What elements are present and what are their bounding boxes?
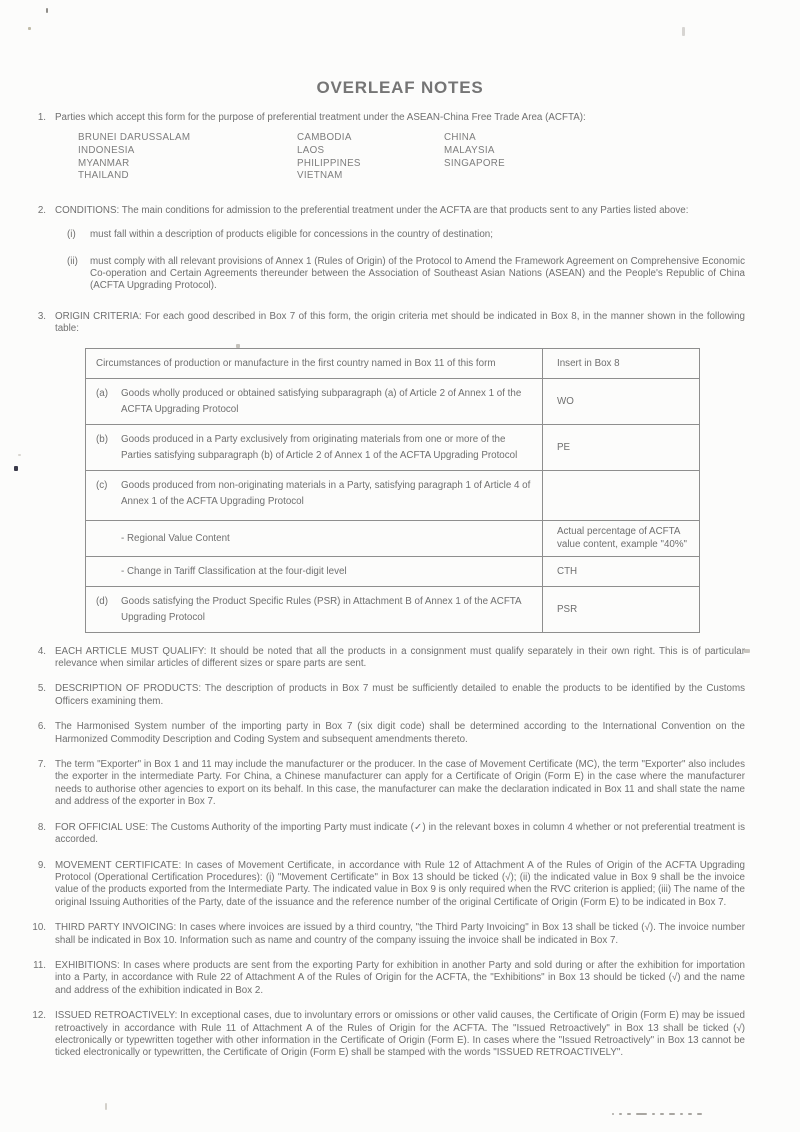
table-row-b [86,424,700,470]
country-name: INDONESIA [78,145,135,156]
scan-artifact [28,27,31,30]
country-name: MYANMAR [78,157,130,169]
note-item-9 [0,860,745,910]
note-item-8 [0,822,745,847]
note-number: 9. [37,859,46,871]
insert-cell: WO [543,378,700,424]
note-number: 3. [37,310,46,322]
note-number: 5. [37,683,46,695]
scan-artifact [682,27,685,36]
scan-artifact [46,8,48,13]
table-header-row [86,348,700,378]
note-body [55,311,745,633]
table-row-d [86,586,700,632]
country-name: BRUNEI DARUSSALAM [78,132,191,144]
note-item-2 [0,205,745,293]
circumstance-cell [86,520,543,556]
circumstance-cell [86,586,543,632]
row-text: - Regional Value Content [121,532,230,544]
note-number: 2. [37,204,46,216]
country-name: LAOS [297,145,325,156]
row-label [96,564,121,580]
scan-artifact-dashes [612,1112,732,1116]
table-row-c [86,470,700,520]
table-row-a [86,378,700,424]
note-text: ORIGIN CRITERIA: For each good described in Box 7 of this form, the origin criteria met should be indicated in Box 8, in the manner shown in the following table: [55,310,745,335]
note-item-5 [0,683,745,708]
country-name: MALAYSIA [444,145,495,156]
country-name: PHILIPPINES [297,157,361,169]
insert-cell: PE [543,424,700,470]
note-text: EACH ARTICLE MUST QUALIFY: It should be noted that all the products in a consignment must qualify separately in their own right. This is of particular relevance when similar articles of different sizes or spare parts are sent. [55,645,745,670]
circumstance-cell [86,470,543,520]
row-label: (b) [96,433,108,445]
condition-item-ii [55,256,745,293]
note-number: 12. [32,1010,46,1022]
country-name: CHINA [444,132,476,144]
note-text: The term "Exporter" in Box 1 and 11 may include the manufacturer or the producer. In the case of Movement Certificate (MC), the term "Exporter" also includes the exporter in the intermediate Party. For China, a Chinese manufacturer can apply for a Certificate of Origin (Form E) in the case where the manufacturer needs to authorise other agencies to export on its behalf. In this case, the manufacturer can make the declaration indicated in Box 11 and shall state the name and address of the exporter in Box 7. [55,759,745,808]
note-item-6 [0,721,745,746]
table-row-rvc [86,520,700,556]
insert-cell: PSR [543,586,700,632]
condition-text: must fall within a description of products eligible for concessions in the country of destination; [90,229,493,241]
note-text: MOVEMENT CERTIFICATE: In cases of Movement Certificate, in accordance with Rule 12 of Attachment A of the Rules of Origin of the ACFTA Upgrading Protocol (Operational Certification Procedures): (i) "Movement Certificate" in Box 13 should be ticked (√); (ii) the indicated value in Box 9 shall be the invoice value of the products exported from the Intermediate Party. The indicated value in Box 9 is only required when the RVC criterion is applied; (iii) The name of the original Issuing Authorities of the Party, date of the issuance and the reference number of the original Certificate of Origin (Form E) to be indicated in Box 7. [55,859,745,908]
country-name: CAMBODIA [297,132,352,144]
row-text: - Change in Tariff Classification at the four-digit level [121,565,347,577]
note-item-12 [0,1010,745,1060]
circumstance-cell [86,556,543,586]
note-text: The Harmonised System number of the importing party in Box 7 (six digit code) shall be determined according to the International Convention on the Harmonized Commodity Description and Coding System and subsequent amendments thereto. [55,721,745,745]
circumstance-cell [86,378,543,424]
circumstance-cell [86,424,543,470]
note-number: 6. [37,721,46,733]
note-text: EXHIBITIONS: In cases where products are sent from the exporting Party for exhibition in another Party and sold during or after the exhibition for importation into a Party, in accordance with Rule 22 of Attachment A of the Rules of Origin for the ACFTA, the "Exhibitions" in Box 13 should be ticked (√) and the name and address of the exhibition indicated in Box 2. [55,959,745,996]
condition-text: must comply with all relevant provisions of Annex 1 (Rules of Origin) of the Protocol to Amend the Framework Agreement on Comprehensive Economic Co-operation and Certain Agreements thereunder between the Association of Southeast Asian Nations (ASEAN) and the People's Republic of China (ACFTA Upgrading Protocol). [90,255,745,292]
header-insert-cell: Insert in Box 8 [543,348,700,378]
countries-column-2 [297,132,444,182]
row-text: Goods satisfying the Product Specific Rules (PSR) in Attachment B of Annex 1 of the ACFTA Upgrading Protocol [121,595,522,623]
insert-cell: CTH [543,556,700,586]
note-number: 7. [37,759,46,771]
row-label [96,531,121,547]
header-circumstances-cell: Circumstances of production or manufacture in the first country named in Box 11 of this form [86,348,543,378]
condition-item-i [55,229,745,241]
country-name: SINGAPORE [444,157,505,169]
row-text: Goods produced in a Party exclusively from originating materials from one or more of the Parties satisfying subparagraph (b) of Article 2 of Annex 1 of the ACFTA Upgrading Protocol [121,433,518,461]
note-number: 10. [32,922,46,934]
page-title: OVERLEAF NOTES [316,78,484,97]
note-item-11 [0,960,745,997]
condition-marker: (i) [67,229,76,241]
row-label: (d) [96,595,108,607]
origin-criteria-table [85,348,700,633]
countries-grid [55,132,745,182]
note-text: DESCRIPTION OF PRODUCTS: The description of products in Box 7 must be sufficiently detailed to enable the products to be identified by the Customs Officers examining them. [55,683,745,707]
row-label: (a) [96,387,108,399]
overleaf-notes-list [0,98,800,1060]
row-label: (c) [96,479,108,491]
countries-column-3 [444,132,505,182]
country-name: VIETNAM [297,170,343,182]
note-body [55,112,745,183]
note-text: CONDITIONS: The main conditions for admission to the preferential treatment under the ACFTA are that products sent to any Parties listed above: [55,204,689,216]
note-item-10 [0,922,745,947]
countries-column-1 [78,132,297,182]
row-text: Goods produced from non-originating materials in a Party, satisfying paragraph 1 of Article 4 of Annex 1 of the ACFTA Upgrading Protocol [121,479,531,507]
note-number: 11. [33,959,46,971]
note-text: THIRD PARTY INVOICING: In cases where invoices are issued by a third country, "the Third Party Invoicing" in Box 13 shall be ticked (√). The invoice number shall be indicated in Box 10. Information such as name and country of the company issuing the invoice shall be indicated in Box 7. [55,922,745,946]
note-item-3 [0,311,745,633]
insert-cell [543,470,700,520]
note-number: 8. [37,821,46,833]
row-text: Goods wholly produced or obtained satisfying subparagraph (a) of Article 2 of Annex 1 of the ACFTA Upgrading Protocol [121,387,522,415]
note-text: ISSUED RETROACTIVELY: In exceptional cases, due to involuntary errors or omissions or other valid causes, the Certificate of Origin (Form E) may be issued retroactively in accordance with Rule 11 of Attachment A of the Rules of Origin for the ACFTA. The "Issued Retroactively" in Box 13 shall be ticked (√) electronically or typewritten together with other information in the Certificate of Origin (Form E). In cases where the "Issued Retroactively" in Box 13 cannot be ticked electronically or typewritten, the Certificate of Origin (Form E) shall be stamped with the words "ISSUED RETROACTIVELY". [55,1010,745,1059]
note-body [55,205,745,293]
insert-cell: Actual percentage of ACFTA value content, example "40%" [543,520,700,556]
note-item-7 [0,759,745,809]
condition-marker: (ii) [67,255,78,267]
table-row-ctc [86,556,700,586]
note-item-4 [0,646,745,671]
note-text: FOR OFFICIAL USE: The Customs Authority of the importing Party must indicate (✓) in the relevant boxes in column 4 whether or not preferential treatment is accorded. [55,821,745,846]
note-number: 1. [37,112,46,123]
country-name: THAILAND [78,170,129,182]
note-item-1 [0,112,745,183]
note-text: Parties which accept this form for the purpose of preferential treatment under the ASEAN-China Free Trade Area (ACFTA): [55,112,586,123]
scan-artifact [105,1103,107,1110]
note-number: 4. [37,645,46,657]
